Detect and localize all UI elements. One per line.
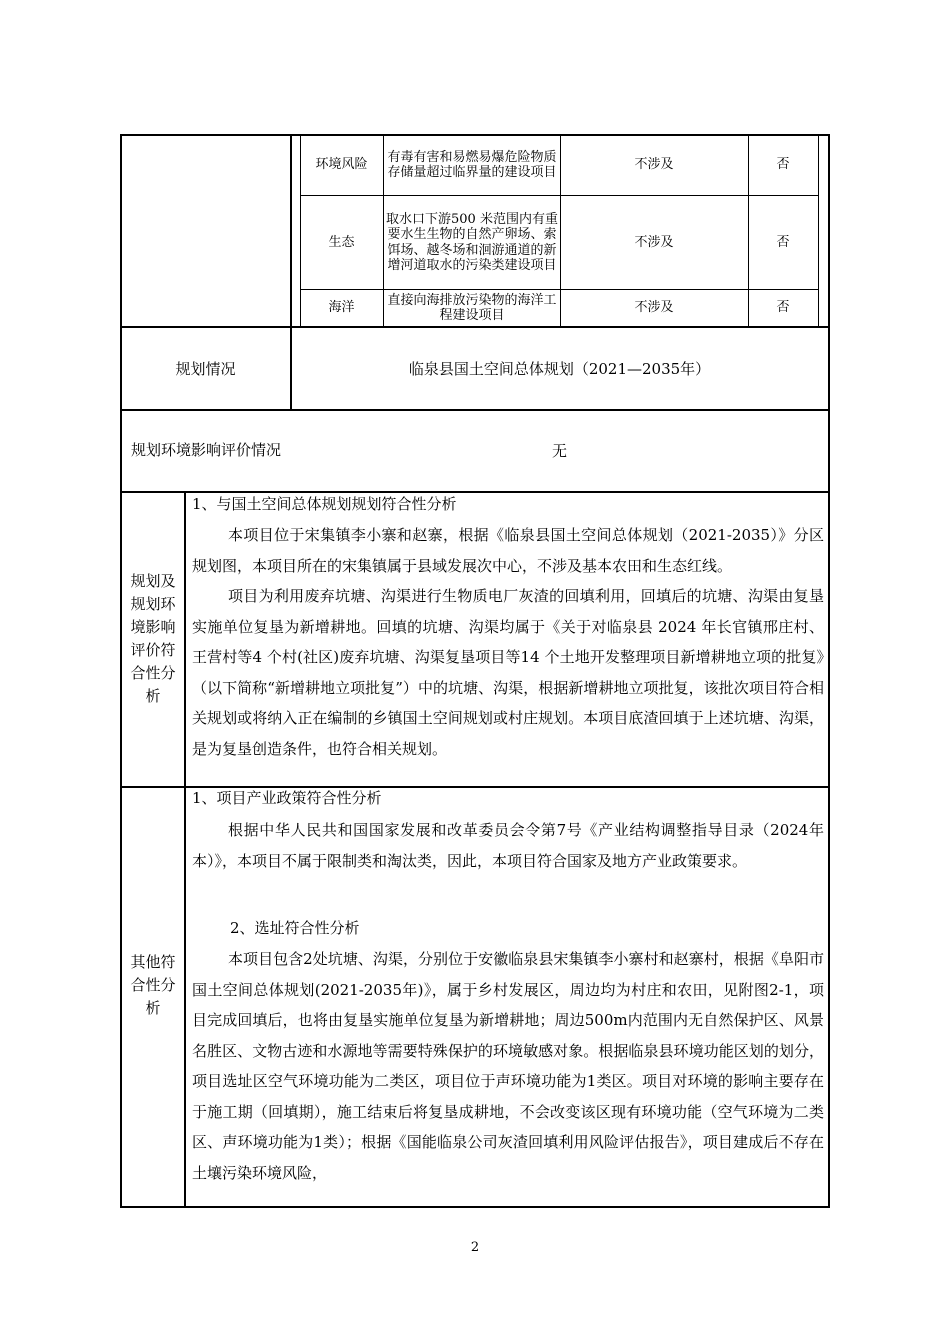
planning-conformity-label: 规划及规划环境影响评价符合性分析 (130, 572, 176, 705)
inner-table-content: 直接向海排放污染物的海洋工程建设项目 (387, 292, 557, 323)
inner-table-result: 否 (776, 234, 790, 250)
table-left-border (120, 134, 122, 1208)
inner-table-category: 海洋 (328, 300, 355, 316)
inner-table-status: 不涉及 (634, 300, 674, 316)
table-right-border (828, 134, 830, 1208)
planning-label: 规划情况 (175, 359, 236, 378)
inner-table-category: 环境风险 (315, 157, 368, 173)
other-conformity-paragraph: 根据中华人民共和国国家发展和改革委员会令第7号《产业结构调整指导目录（2024年本）》，本项目不属于限制类和淘汰类，因此，本项目符合国家及地方产业政策要求。 (192, 821, 824, 870)
page-number: 2 (470, 1240, 480, 1255)
planning-value: 临泉县国土空间总体规划（2021—2035年） (408, 359, 711, 378)
other-conformity-label: 其他符合性分析 (130, 953, 176, 1017)
other-conformity-paragraph: 本项目包含2处坑塘、沟渠，分别位于安徽临泉县宋集镇李小寨村和赵寨村，根据《阜阳市国土空间总体规划(2021-2035年)》，属于乡村发展区，周边均为村庄和农田，见附图2-1，项目完成回填后，也将由复垦实施单位复垦为新增耕地；周边500m内范围内无自然保护区、风景名胜区、文物古迹和水源地等需要特殊保护的环境敏感对象。根据临泉县环境功能区划的划分，项目选址区空气环境功能为二类区，项目位于声环境功能为1类区。项目对环境的影响主要存在于施工期（回填期），施工结束后将复垦成耕地，不会改变该区现有环境功能（空气环境为二类区、声环境功能为1类）；根据《国能临泉公司灰渣回填利用风险评估报告》，项目建成后不存在土壤污染环境风险， (192, 950, 824, 1182)
planning-conformity-paragraph: 项目为利用废弃坑塘、沟渠进行生物质电厂灰渣的回填利用，回填后的坑塘、沟渠由复垦实施单位复垦为新增耕地。回填的坑塘、沟渠均属于《关于对临泉县 2024 年长官镇邢庄村、王营村等4 个村(社区)废弃坑塘、沟渠复垦项目等14 个土地开发整理项目新增耕地立项的批复》（以下简称“新增耕地立项批复”）中的坑塘、沟渠，根据新增耕地立项批复，该批次项目符合相关规划或将纳入正在编制的乡镇国土空间规划或村庄规划。本项目底渣回填于上述坑塘、沟渠，是为复垦创造条件，也符合相关规划。 (192, 587, 824, 758)
inner-table-status: 不涉及 (634, 234, 674, 250)
other-conformity-heading: 2、选址符合性分析 (230, 919, 360, 937)
planning-eia-label: 规划环境影响评价情况 (130, 441, 281, 459)
inner-table-result: 否 (776, 300, 790, 316)
other-conformity-heading: 1、项目产业政策符合性分析 (192, 789, 382, 807)
planning-conformity-paragraph: 本项目位于宋集镇李小寨和赵寨，根据《临泉县国土空间总体规划（2021-2035）》分区规划图，本项目所在的宋集镇属于县域发展次中心，不涉及基本农田和生态红线。 (192, 526, 824, 575)
table-bottom-border (120, 1206, 830, 1208)
inner-table-category: 生态 (328, 234, 355, 250)
inner-table-content: 有毒有害和易燃易爆危险物质存储量超过临界量的建设项目 (387, 149, 557, 180)
planning-eia-value: 无 (551, 442, 567, 460)
inner-table-content: 取水口下游500 米范围内有重要水生生物的自然产卵场、索饵场、越冬场和洄游通道的新增河道取水的污染类建设项目 (386, 211, 558, 273)
inner-table-status: 不涉及 (634, 157, 674, 173)
planning-conformity-heading: 1、与国土空间总体规划规划符合性分析 (192, 495, 457, 513)
inner-table-result: 否 (776, 157, 790, 173)
col-divider (184, 491, 186, 1207)
